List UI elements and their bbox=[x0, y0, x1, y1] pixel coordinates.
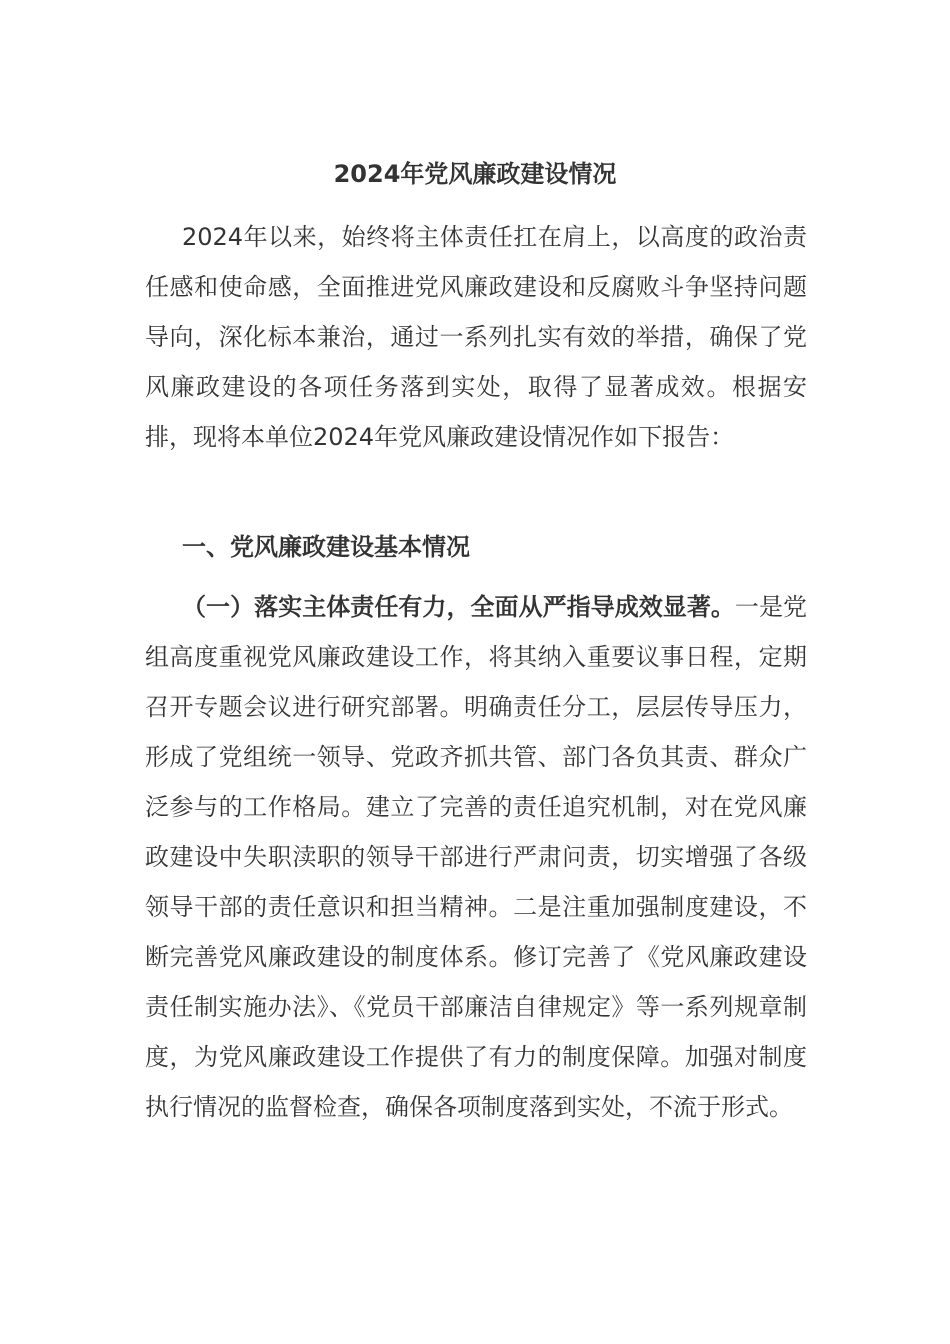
subsection-paragraph-1 bbox=[145, 582, 807, 1132]
subsection-body: 一是党组高度重视党风廉政建设工作，将其纳入重要议事日程，定期召开专题会议进行研究部署。明确责任分工，层层传导压力，形成了党组统一领导、党政齐抓共管、部门各负其责、群众广泛参与的工作格局。建立了完善的责任追究机制，对在党风廉政建设中失职渎职的领导干部进行严肃问责，切实增强了各级领导干部的责任意识和担当精神。二是注重加强制度建设，不断完善党风廉政建设的制度体系。修订完善了《党风廉政建设责任制实施办法》、《党员干部廉洁自律规定》等一系列规章制度，为党风廉政建设工作提供了有力的制度保障。加强对制度执行情况的监督检查，确保各项制度落到实处，不流于形式。 bbox=[145, 593, 808, 1121]
intro-paragraph: 2024年以来，始终将主体责任扛在肩上，以高度的政治责任感和使命感，全面推进党风廉政建设和反腐败斗争坚持问题导向，深化标本兼治，通过一系列扎实有效的举措，确保了党风廉政建设的各项任务落到实处，取得了显著成效。根据安排，现将本单位2024年党风廉政建设情况作如下报告： bbox=[145, 223, 807, 451]
document-title: 2024年党风廉政建设情况 bbox=[333, 160, 617, 188]
subsection-lead: （一）落实主体责任有力，全面从严指导成效显著。 bbox=[182, 593, 735, 621]
section-heading-1: 一、党风廉政建设基本情况 bbox=[182, 533, 470, 561]
